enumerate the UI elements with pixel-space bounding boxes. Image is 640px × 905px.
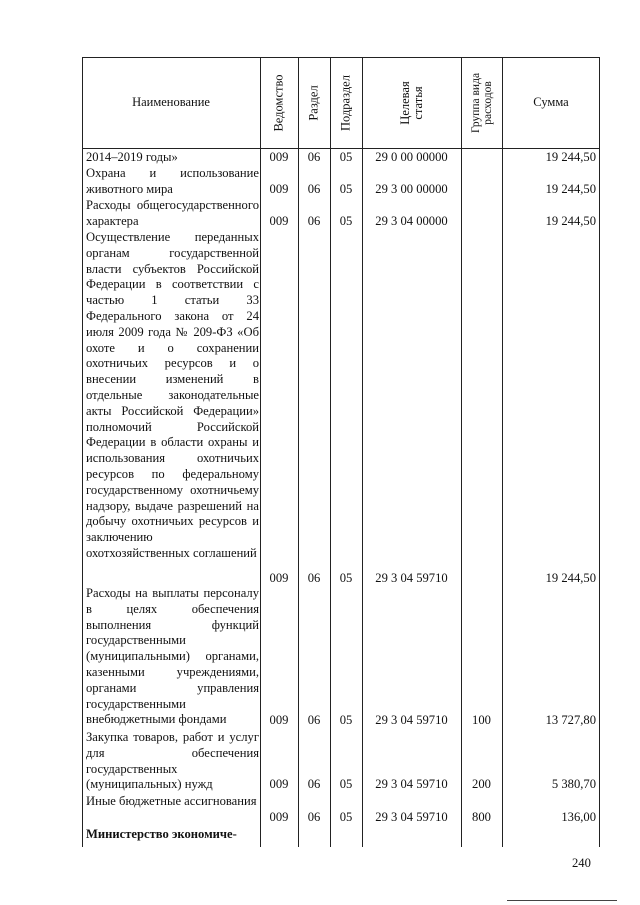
table-row bbox=[82, 150, 600, 166]
row-summa: 19 244,50 bbox=[545, 150, 596, 164]
header-ved: Ведомство bbox=[271, 73, 286, 132]
row-gruppa: 100 bbox=[472, 713, 491, 727]
row-celevaya: 29 0 00 00000 bbox=[375, 150, 448, 164]
row-celevaya: 29 3 00 00000 bbox=[375, 181, 448, 196]
budget-table bbox=[82, 57, 600, 847]
row-podrazdel: 05 bbox=[339, 713, 353, 727]
table-row bbox=[82, 794, 600, 826]
row-name: Закупка товаров, работ и услуг для обеспечения государственных (муниципальных) нужд bbox=[86, 730, 259, 792]
table-row bbox=[82, 827, 600, 845]
header-bottom-line bbox=[82, 148, 600, 149]
row-summa: 5 380,70 bbox=[551, 777, 596, 792]
row-podrazdel: 05 bbox=[339, 809, 353, 824]
row-name: Охрана и использование животного мира bbox=[86, 166, 259, 196]
row-celevaya: 29 3 04 59710 bbox=[375, 777, 448, 792]
row-ved: 009 bbox=[269, 150, 289, 164]
row-summa: 19 244,50 bbox=[545, 181, 596, 196]
row-celevaya: 29 3 04 59710 bbox=[375, 809, 448, 824]
header-summa: Сумма bbox=[533, 95, 569, 109]
row-celevaya: 29 3 04 00000 bbox=[375, 213, 448, 228]
row-razdel: 06 bbox=[307, 713, 321, 727]
header-razdel: Раздел bbox=[306, 84, 321, 121]
row-razdel: 06 bbox=[307, 777, 321, 792]
row-name: Министерство экономиче- bbox=[86, 827, 237, 841]
row-ved: 009 bbox=[269, 713, 289, 727]
header-podrazdel: Подраздел bbox=[338, 74, 353, 131]
table-row bbox=[82, 198, 600, 230]
row-ved: 009 bbox=[269, 213, 289, 228]
row-summa: 136,00 bbox=[561, 809, 596, 824]
row-celevaya: 29 3 04 59710 bbox=[375, 713, 448, 727]
row-celevaya: 29 3 04 59710 bbox=[375, 571, 448, 585]
row-podrazdel: 05 bbox=[339, 777, 353, 792]
header-gruppa: Группа вида расходов bbox=[469, 72, 494, 133]
row-summa: 19 244,50 bbox=[545, 213, 596, 228]
table-row bbox=[82, 586, 600, 730]
row-razdel: 06 bbox=[307, 213, 321, 228]
row-name: Расходы общегосударственного характера bbox=[86, 198, 259, 228]
row-name: Расходы на выплаты персоналу в целях обеспечения выполнения функций государственными (муниципальными) органами, казенными учреждениями, органами управления государственными внебюджетными фондами bbox=[86, 586, 259, 727]
row-podrazdel: 05 bbox=[339, 213, 353, 228]
table-row bbox=[82, 230, 600, 587]
row-name: Осуществление переданных органам государственной власти субъектов Российской Федерации в соответствии с частью 1 статьи 33 Федерального закона от 24 июля 2009 года № 209-ФЗ «Об охоте и о сохранении охотничьих ресурсов и о внесении изменений в отдельные законодательные акты Российской Федерации» полномочий Российской Федерации в области охраны и использования охотничьих ресурсов по федеральному государственному охотничьему надзору, выдаче разрешений на добычу охотничьих ресурсов и заключению охотхозяйственных соглашений bbox=[86, 230, 259, 560]
row-ved: 009 bbox=[269, 571, 289, 585]
row-podrazdel: 05 bbox=[339, 181, 353, 196]
table-row bbox=[82, 730, 600, 794]
footer-rule bbox=[507, 900, 617, 901]
row-gruppa: 200 bbox=[472, 777, 491, 792]
row-gruppa: 800 bbox=[472, 809, 491, 824]
table-row bbox=[82, 166, 600, 198]
page-number: 240 bbox=[572, 856, 591, 870]
row-podrazdel: 05 bbox=[339, 150, 353, 164]
row-name: 2014–2019 годы» bbox=[86, 150, 178, 164]
row-razdel: 06 bbox=[307, 150, 321, 164]
header-celevaya: Целевая статья bbox=[397, 80, 425, 125]
row-ved: 009 bbox=[269, 777, 289, 792]
row-razdel: 06 bbox=[307, 571, 321, 585]
row-ved: 009 bbox=[269, 809, 289, 824]
row-razdel: 06 bbox=[307, 809, 321, 824]
row-summa: 13 727,80 bbox=[545, 713, 596, 727]
row-razdel: 06 bbox=[307, 181, 321, 196]
row-name: Иные бюджетные ассигнования bbox=[86, 794, 257, 808]
row-podrazdel: 05 bbox=[339, 571, 353, 585]
header-name: Наименование bbox=[132, 95, 210, 109]
row-ved: 009 bbox=[269, 181, 289, 196]
row-summa: 19 244,50 bbox=[545, 571, 596, 585]
